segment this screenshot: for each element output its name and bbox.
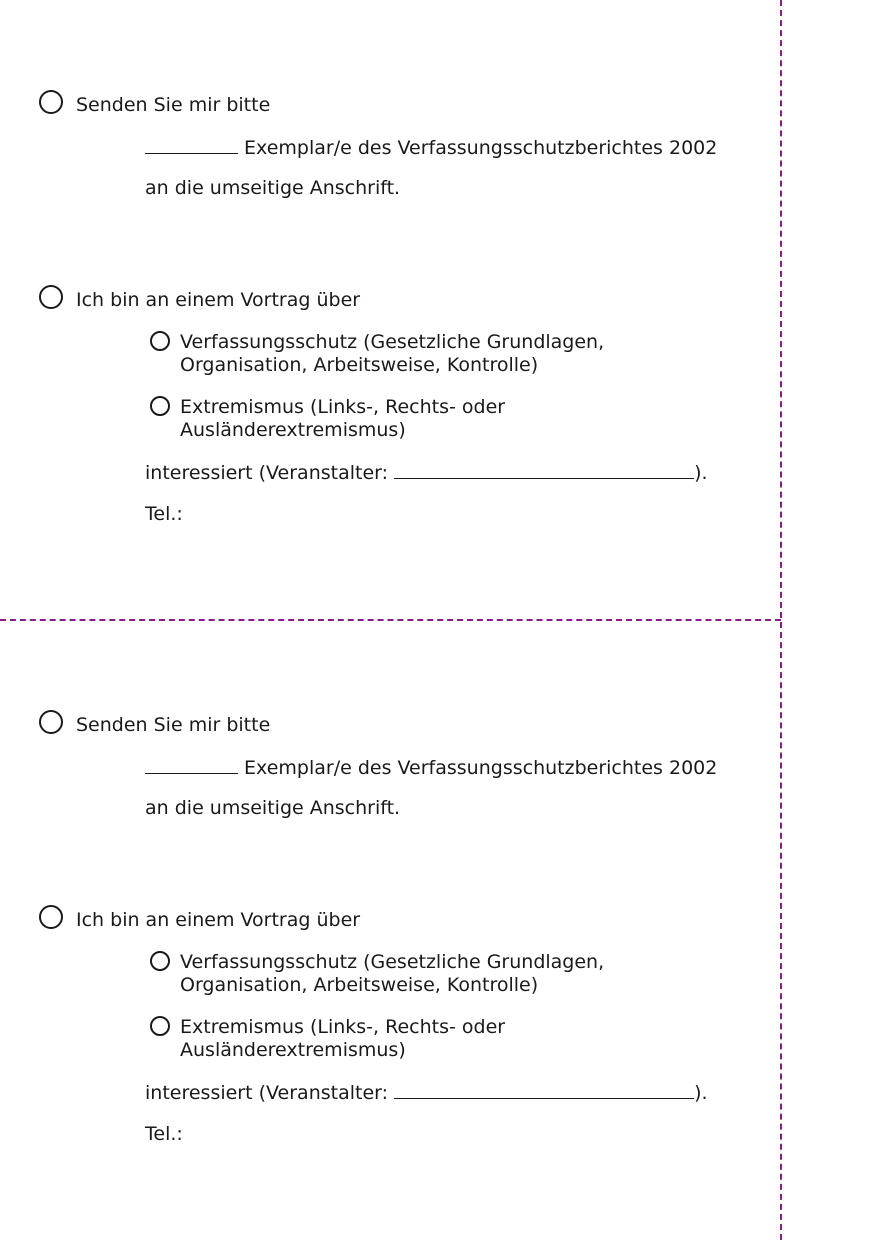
tel-label: Tel.: xyxy=(145,503,183,525)
send-report-label: Senden Sie mir bitte xyxy=(76,714,271,736)
option-extremismus-line-2: Ausländerextremismus) xyxy=(180,1039,406,1061)
address-text: an die umseitige Anschrift. xyxy=(145,797,401,819)
organizer-line xyxy=(145,1081,708,1105)
option-extremismus-checkbox[interactable] xyxy=(150,396,170,416)
tel-label: Tel.: xyxy=(145,1123,183,1145)
option-verfassungsschutz-line-2: Organisation, Arbeitsweise, Kontrolle) xyxy=(180,354,539,376)
send-report-checkbox[interactable] xyxy=(39,90,63,114)
interested-suffix: ). xyxy=(694,1082,708,1104)
copies-text: Exemplar/e des Verfassungsschutzberichtes 2002 xyxy=(244,757,718,779)
copies-line xyxy=(145,136,717,160)
lecture-label: Ich bin an einem Vortrag über xyxy=(76,909,361,931)
send-report-label: Senden Sie mir bitte xyxy=(76,94,271,116)
organizer-field[interactable] xyxy=(394,461,694,479)
organizer-field[interactable] xyxy=(394,1081,694,1099)
send-report-checkbox[interactable] xyxy=(39,710,63,734)
interested-prefix: interessiert (Veranstalter: xyxy=(145,1082,389,1104)
order-card-1 xyxy=(0,0,780,620)
lecture-label: Ich bin an einem Vortrag über xyxy=(76,289,361,311)
option-verfassungsschutz-line-1: Verfassungsschutz (Gesetzliche Grundlagen, xyxy=(180,331,605,353)
option-extremismus-checkbox[interactable] xyxy=(150,1016,170,1036)
lecture-checkbox[interactable] xyxy=(39,905,63,929)
option-extremismus-line-1: Extremismus (Links-, Rechts- oder xyxy=(180,396,506,418)
option-extremismus-line-2: Ausländerextremismus) xyxy=(180,419,406,441)
option-verfassungsschutz-checkbox[interactable] xyxy=(150,951,170,971)
organizer-line xyxy=(145,461,708,485)
copies-count-field[interactable] xyxy=(145,756,238,774)
option-extremismus-line-1: Extremismus (Links-, Rechts- oder xyxy=(180,1016,506,1038)
copies-text: Exemplar/e des Verfassungsschutzberichtes 2002 xyxy=(244,137,718,159)
option-verfassungsschutz-line-2: Organisation, Arbeitsweise, Kontrolle) xyxy=(180,974,539,996)
lecture-checkbox[interactable] xyxy=(39,285,63,309)
copies-count-field[interactable] xyxy=(145,136,238,154)
address-text: an die umseitige Anschrift. xyxy=(145,177,401,199)
interested-prefix: interessiert (Veranstalter: xyxy=(145,462,389,484)
option-verfassungsschutz-checkbox[interactable] xyxy=(150,331,170,351)
interested-suffix: ). xyxy=(694,462,708,484)
order-card-2 xyxy=(0,620,780,1240)
copies-line xyxy=(145,756,717,780)
option-verfassungsschutz-line-1: Verfassungsschutz (Gesetzliche Grundlagen, xyxy=(180,951,605,973)
